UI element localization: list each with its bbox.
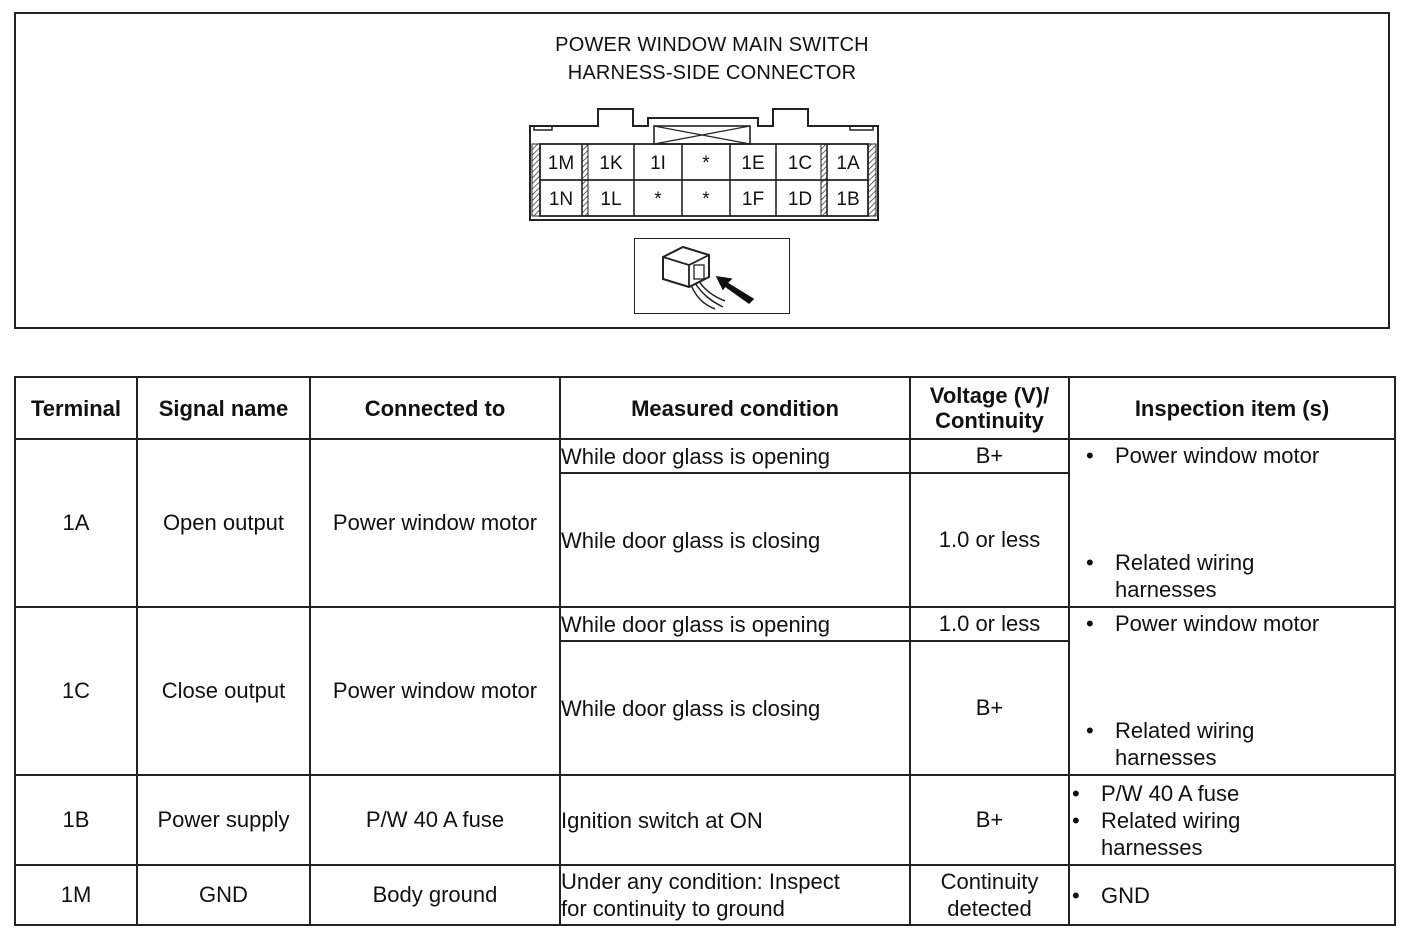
cell-inspection [1069,865,1395,925]
header-terminal: Terminal [15,377,137,439]
terminal-label: * [702,153,710,174]
terminal-label: 1C [787,153,813,174]
cell-inspection [1069,775,1395,865]
diagram-title-line1: POWER WINDOW MAIN SWITCH [555,34,869,56]
header-voltage-line1: Voltage (V)/ [929,383,1050,408]
table-header-row [15,377,1395,439]
terminal-label: 1A [836,153,860,174]
diagram-title [16,31,1388,87]
condition-line1: Under any condition: Inspect [561,869,840,894]
cell-signal: Open output [137,439,310,607]
cell-condition: While door glass is opening [560,439,910,473]
cell-condition: Ignition switch at ON [560,775,910,865]
table-row [15,439,1395,473]
cell-voltage: B+ [910,775,1069,865]
diagram-title-line2: HARNESS-SIDE CONNECTOR [567,62,857,84]
cell-voltage [910,865,1069,925]
connector-diagram-panel [14,12,1390,329]
connector-front-view-icon [634,238,790,314]
cell-condition: While door glass is closing [560,641,910,775]
harness-connector-drawing [528,108,880,222]
cell-connected: Body ground [310,865,560,925]
inspection-item: • Power window motor [1084,610,1390,637]
terminal-label: 1I [650,153,666,174]
terminal-label: 1M [547,153,575,174]
header-inspection-items: Inspection item (s) [1069,377,1395,439]
cell-terminal: 1B [15,775,137,865]
inspection-item: • Related wiring harnesses [1084,717,1390,771]
voltage-line2: detected [947,896,1032,921]
inspection-item: • Related wiring harnesses [1070,807,1394,861]
cell-connected: P/W 40 A fuse [310,775,560,865]
terminal-label: * [702,189,710,210]
cell-voltage: 1.0 or less [910,473,1069,607]
inspection-item: • Power window motor [1084,442,1390,469]
header-measured-condition: Measured condition [560,377,910,439]
table-row [15,865,1395,925]
inspection-item: • GND [1070,882,1394,909]
header-signal-name: Signal name [137,377,310,439]
terminal-inspection-table [14,376,1396,926]
cell-condition: While door glass is closing [560,473,910,607]
cell-signal: GND [137,865,310,925]
table-row [15,775,1395,865]
cell-signal: Close output [137,607,310,775]
condition-line2: for continuity to ground [561,896,785,921]
terminal-label: 1D [787,189,813,210]
cell-condition: While door glass is opening [560,607,910,641]
terminal-label: * [654,189,662,210]
cell-inspection [1069,607,1395,775]
cell-inspection [1069,439,1395,607]
cell-voltage: B+ [910,439,1069,473]
cell-signal: Power supply [137,775,310,865]
terminal-label: 1E [741,153,765,174]
terminal-label: 1F [741,189,765,210]
terminal-label: 1N [548,189,574,210]
cell-connected: Power window motor [310,439,560,607]
cell-terminal: 1C [15,607,137,775]
terminal-label: 1L [600,189,622,210]
terminal-label: 1K [599,153,623,174]
inspection-item: • P/W 40 A fuse [1070,780,1394,807]
cell-connected: Power window motor [310,607,560,775]
inspection-item: • Related wiring harnesses [1084,549,1390,603]
voltage-line1: Continuity [940,869,1039,894]
cell-terminal: 1M [15,865,137,925]
table-row [15,607,1395,641]
cell-voltage: B+ [910,641,1069,775]
cell-terminal: 1A [15,439,137,607]
header-voltage-line2: Continuity [935,408,1044,433]
cell-condition [560,865,910,925]
header-connected-to: Connected to [310,377,560,439]
terminal-label: 1B [836,189,860,210]
header-voltage-continuity [910,377,1069,439]
cell-voltage: 1.0 or less [910,607,1069,641]
